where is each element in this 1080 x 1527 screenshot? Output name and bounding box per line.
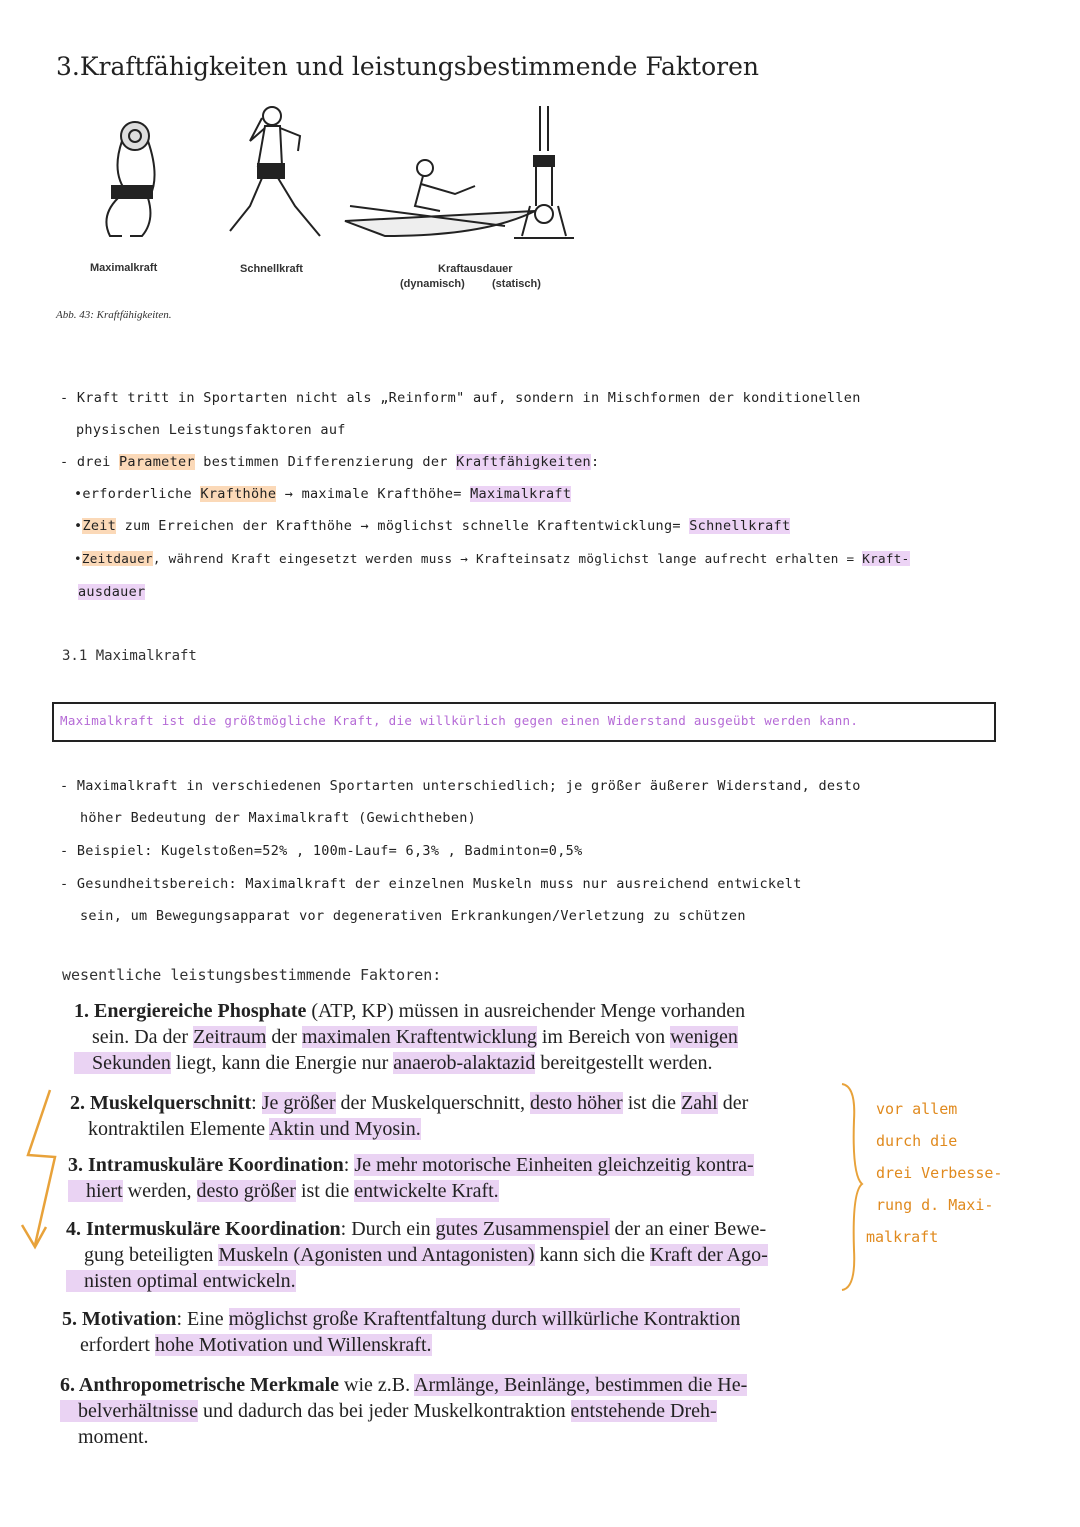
highlight: Zahl	[681, 1092, 718, 1114]
figure-reference: Abb. 43: Kraftfähigkeiten.	[56, 309, 172, 321]
athlete-weightlifter-figure	[106, 122, 154, 236]
highlight: gutes Zusammenspiel	[435, 1218, 610, 1240]
bracket-icon	[838, 1080, 868, 1295]
highlight: belverhältnisse	[60, 1400, 198, 1422]
side-note-line-2: durch die	[876, 1132, 958, 1150]
highlight-kraftfaehigkeiten: Kraftfähigkeiten	[456, 454, 591, 470]
highlight-maximalkraft: Maximalkraft	[470, 486, 572, 502]
side-note-line-4: rung d. Maxi-	[876, 1196, 994, 1214]
highlight: möglichst große Kraftentfaltung durch willkürliche Kontraktion	[228, 1308, 741, 1330]
highlight: entstehende Dreh-	[570, 1400, 717, 1422]
text: :	[251, 1092, 262, 1114]
highlight-zeitdauer: Zeitdauer	[81, 551, 153, 566]
factor-1	[74, 998, 849, 1076]
highlight-schnellkraft: Schnellkraft	[689, 518, 791, 534]
text: wie z.B.	[339, 1374, 415, 1396]
text: - drei	[60, 454, 119, 470]
athlete-handstand-figure	[514, 106, 574, 238]
text: kann sich die	[534, 1244, 651, 1266]
athlete-rower-figure	[345, 160, 535, 236]
text: •erforderliche	[74, 486, 201, 502]
side-note-line-1: vor allem	[876, 1100, 958, 1118]
factors-heading: wesentliche leistungsbestimmende Faktoren:	[62, 966, 442, 984]
text: : Eine	[176, 1308, 229, 1330]
text: zum Erreichen der Krafthöhe → möglichst schnelle Kraftentwicklung=	[116, 518, 690, 534]
highlight: hiert	[68, 1180, 123, 1202]
caption-statisch: (statisch)	[492, 278, 541, 290]
text: :	[590, 454, 600, 470]
caption-schnellkraft: Schnellkraft	[240, 263, 303, 275]
note-line-4	[74, 486, 571, 502]
text: ist die	[295, 1180, 355, 1202]
text: gung beteiligten	[84, 1244, 219, 1266]
note-line-2: physischen Leistungsfaktoren auf	[76, 422, 346, 438]
highlight: Kraft der Ago-	[650, 1244, 768, 1266]
note2-line-1: - Maximalkraft in verschiedenen Sportarten unterschiedlich; je größer äußerer Widerstand, desto	[60, 778, 861, 794]
factor-2	[70, 1090, 845, 1142]
text: erfordert	[80, 1334, 155, 1356]
side-note-line-3: drei Verbesse-	[876, 1164, 1003, 1182]
factor-4-title: 4. Intermuskuläre Koordination	[66, 1218, 341, 1240]
text: sein. Da der	[92, 1026, 194, 1048]
note-line-5	[74, 518, 790, 534]
note2-line-5: sein, um Bewegungsapparat vor degenerativen Erkrankungen/Verletzung zu schützen	[80, 908, 746, 924]
note2-line-2: höher Bedeutung der Maximalkraft (Gewichtheben)	[80, 810, 477, 826]
highlight-krafthoehe: Krafthöhe	[200, 486, 277, 502]
caption-kraftausdauer: Kraftausdauer	[438, 263, 513, 275]
highlight: hohe Motivation und Willenskraft.	[154, 1334, 432, 1356]
page-title: 3.Kraftfähigkeiten und leistungsbestimmende Faktoren	[56, 52, 759, 81]
text: (ATP, KP) müssen in ausreichender Menge vorhanden	[306, 1000, 746, 1022]
highlight: Muskeln (Agonisten und Antagonisten)	[218, 1244, 535, 1266]
athlete-shotput-figure	[230, 107, 320, 236]
highlight-parameter: Parameter	[119, 454, 195, 470]
highlight: Je größer	[261, 1092, 336, 1114]
definition-text: Maximalkraft ist die größtmögliche Kraft, die willkürlich gegen einen Widerstand ausgeübt werden kann.	[60, 713, 859, 728]
caption-maximalkraft: Maximalkraft	[90, 262, 158, 274]
highlight: maximalen Kraftentwicklung	[301, 1026, 537, 1048]
text: bereitgestellt werden.	[535, 1052, 713, 1074]
text: der an einer Bewe-	[609, 1218, 767, 1240]
text: moment.	[78, 1426, 149, 1448]
factor-6	[60, 1372, 855, 1450]
note2-line-3: - Beispiel: Kugelstoßen=52% , 100m-Lauf= 6,3% , Badminton=0,5%	[60, 843, 583, 859]
factor-5	[62, 1306, 857, 1358]
highlight: desto höher	[529, 1092, 623, 1114]
highlight: wenigen	[670, 1026, 738, 1048]
factor-2-title: 2. Muskelquerschnitt	[70, 1092, 252, 1114]
highlight-zeit: Zeit	[82, 518, 117, 534]
highlight: Zeitraum	[193, 1026, 267, 1048]
highlight: Sekunden	[74, 1052, 171, 1074]
text: der Muskelquerschnitt,	[335, 1092, 530, 1114]
highlight: nisten optimal entwickeln.	[66, 1270, 296, 1292]
text: der	[717, 1092, 749, 1114]
factor-6-title: 6. Anthropometrische Merkmale	[60, 1374, 340, 1396]
note-line-3	[60, 454, 599, 470]
text: , während Kraft eingesetzt werden muss → Krafteinsatz möglichst lange aufrecht erhalten =	[152, 551, 863, 566]
highlight: Je mehr motorische Einheiten gleichzeitig kontra-	[354, 1154, 754, 1176]
text: werden,	[122, 1180, 197, 1202]
highlight: desto größer	[196, 1180, 296, 1202]
text: kontraktilen Elemente	[88, 1118, 270, 1140]
factor-5-title: 5. Motivation	[62, 1308, 177, 1330]
highlight: entwickelte Kraft.	[354, 1180, 499, 1202]
highlight: anaerob-alaktazid	[393, 1052, 536, 1074]
note-line-6	[74, 551, 910, 566]
text: : Durch ein	[340, 1218, 436, 1240]
text: •	[74, 518, 83, 534]
factor-4	[66, 1216, 851, 1294]
caption-dynamisch: (dynamisch)	[400, 278, 465, 290]
factor-1-title: 1. Energiereiche Phosphate	[74, 1000, 307, 1022]
highlight: Aktin und Myosin.	[269, 1118, 421, 1140]
text: im Bereich von	[536, 1026, 671, 1048]
note-line-7	[78, 584, 145, 600]
text: :	[343, 1154, 355, 1176]
text: •	[74, 551, 82, 566]
factor-3-title: 3. Intramuskuläre Koordination	[68, 1154, 344, 1176]
text: ist die	[622, 1092, 682, 1114]
highlight-ausdauer: ausdauer	[78, 584, 146, 600]
factor-3	[68, 1152, 848, 1204]
text: → maximale Krafthöhe=	[276, 486, 471, 502]
section-heading: 3.1 Maximalkraft	[62, 648, 197, 664]
highlight-kraft: Kraft-	[862, 551, 910, 566]
text: bestimmen Differenzierung der	[194, 454, 457, 470]
text: liegt, kann die Energie nur	[170, 1052, 394, 1074]
text: und dadurch das bei jeder Muskelkontraktion	[197, 1400, 571, 1422]
note2-line-4: - Gesundheitsbereich: Maximalkraft der einzelnen Muskeln muss nur ausreichend entwickelt	[60, 876, 802, 892]
highlight: Armlänge, Beinlänge, bestimmen die He-	[414, 1374, 748, 1396]
side-note-line-5: malkraft	[866, 1228, 939, 1246]
note-line-1: - Kraft tritt in Sportarten nicht als „Reinform" auf, sondern in Mischformen der konditionellen	[60, 390, 861, 406]
lightning-arrow-icon	[10, 1085, 70, 1255]
text: der	[266, 1026, 302, 1048]
